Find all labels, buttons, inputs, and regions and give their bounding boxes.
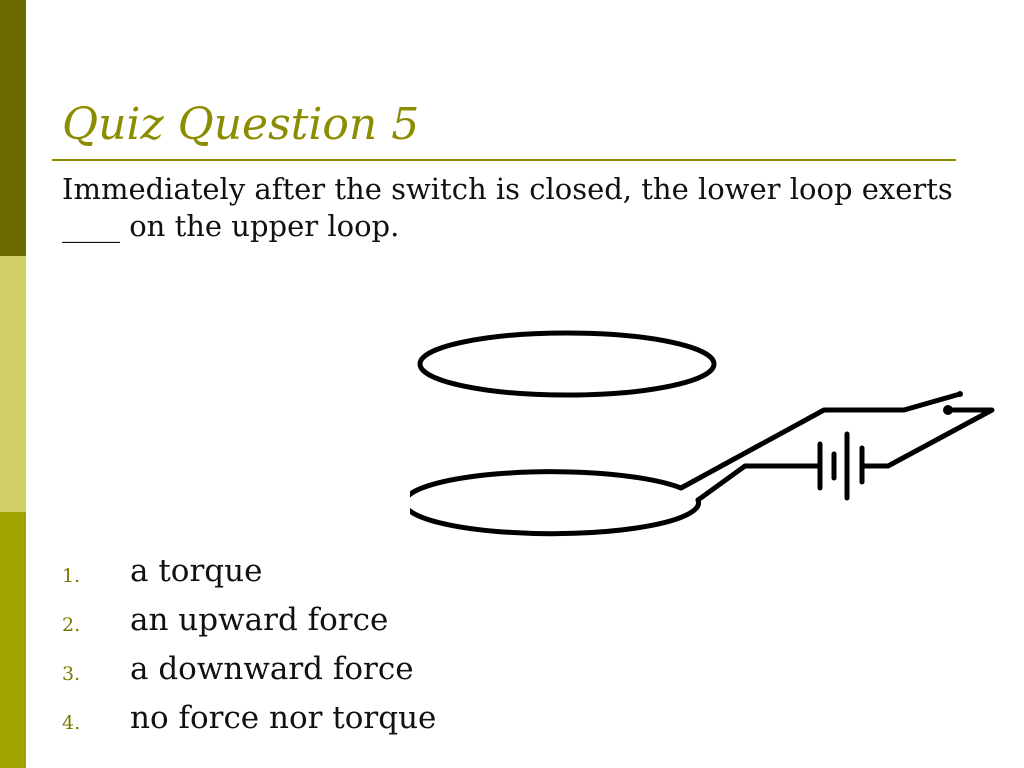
slide-title: Quiz Question 5 [62, 99, 420, 150]
option-text: no force nor torque [130, 700, 437, 736]
side-bar-middle [0, 256, 26, 512]
question-line-1: Immediately after the switch is closed, the lower loop exerts [62, 172, 953, 206]
lead-wire-upper [681, 410, 904, 488]
title-divider [52, 159, 956, 161]
question-text [62, 171, 982, 245]
option-text: a torque [130, 553, 263, 589]
option-number: 3. [62, 663, 81, 685]
lower-loop [410, 472, 699, 534]
option-number: 4. [62, 712, 81, 734]
side-bar-bottom [0, 512, 26, 768]
switch-pivot [957, 391, 963, 397]
upper-loop [420, 333, 714, 395]
option-text: an upward force [130, 602, 389, 638]
question-line-2: ____ on the upper loop. [62, 209, 400, 243]
option-number: 1. [62, 565, 81, 587]
side-bar-top [0, 0, 26, 256]
lead-wire-right [862, 410, 992, 466]
switch-contact [943, 405, 953, 415]
option-number: 2. [62, 614, 81, 636]
option-text: a downward force [130, 651, 414, 687]
circuit-diagram [410, 322, 1010, 552]
